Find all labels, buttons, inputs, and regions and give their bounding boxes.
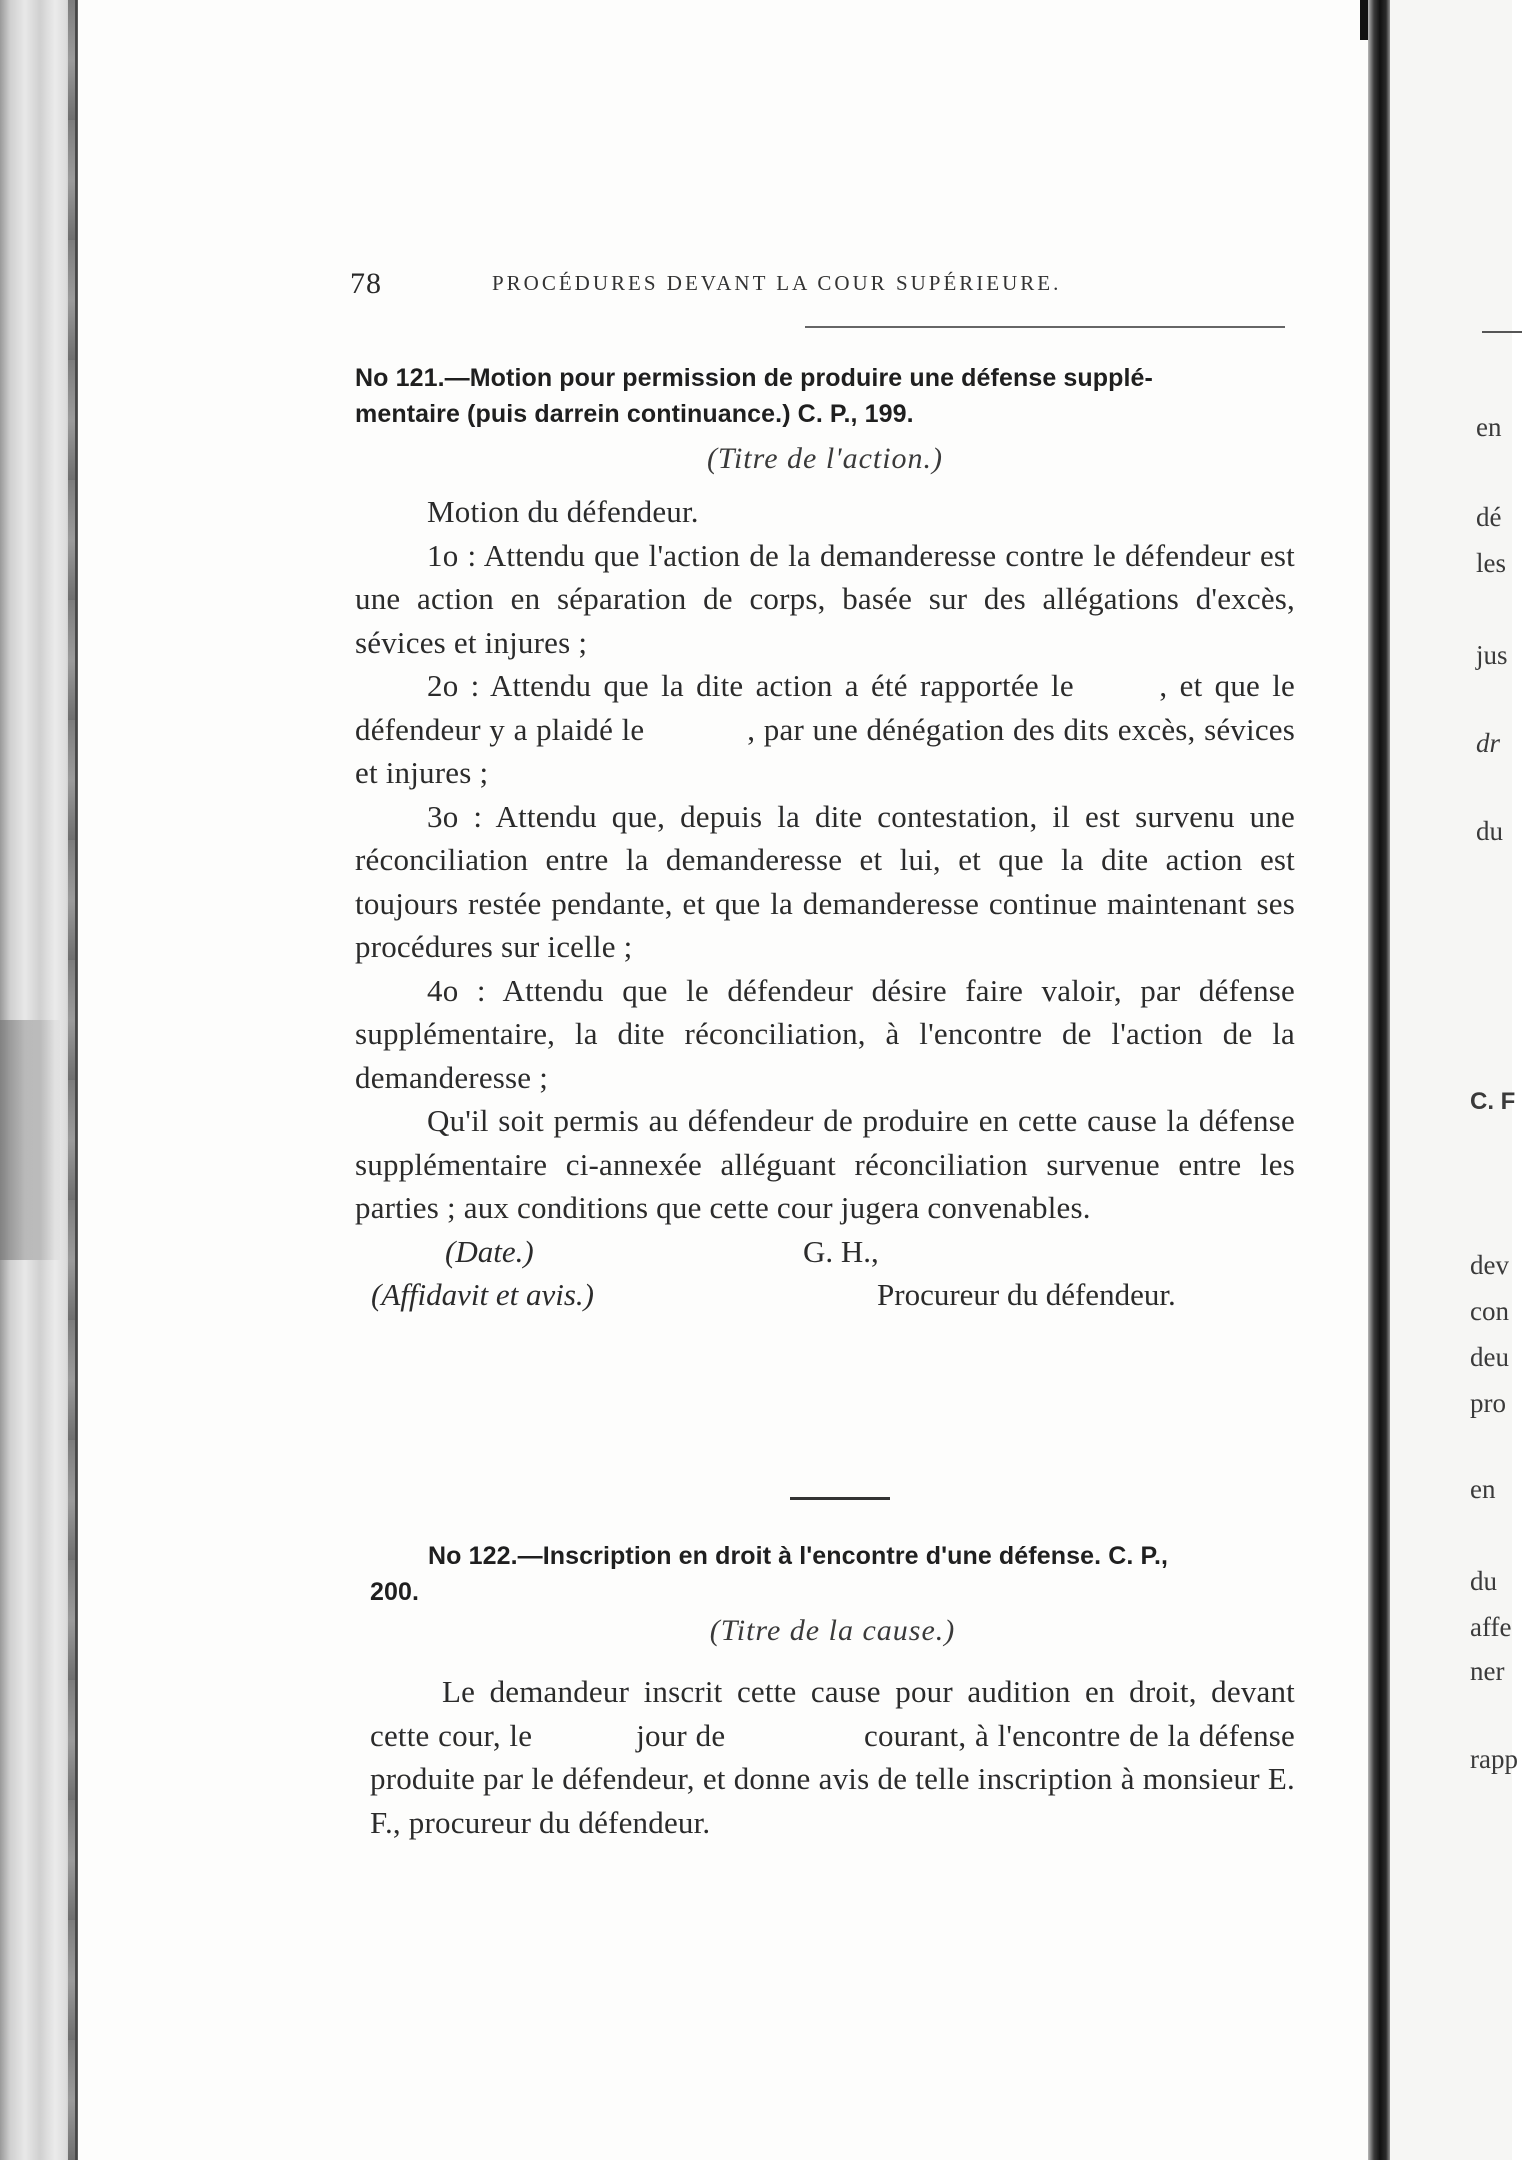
facing-header-rule (1482, 331, 1522, 333)
paragraph-1o: 1o : Attendu que l'action de la demanderesse contre le défendeur est une action en séparation de corps, basée sur des allégations d'excès, sévices et injures ; (355, 537, 1295, 660)
facing-fragment: les (1476, 548, 1506, 578)
signature-row-2 (355, 1273, 1295, 1317)
facing-fragment: dev (1470, 1250, 1509, 1280)
facing-fragment: ner (1470, 1656, 1505, 1686)
paragraph-4o: 4o : Attendu que le défendeur désire faire valoir, par défense supplémentaire, la dite réconciliation, à l'encontre de l'action de la demanderesse ; (355, 972, 1295, 1095)
signature-initials: G. H., (803, 1233, 879, 1269)
facing-fragment: pro (1470, 1388, 1506, 1418)
book-edge-shadow (0, 1020, 60, 1260)
affidavit-label: (Affidavit et avis.) (371, 1277, 594, 1312)
facing-fragment: du (1476, 816, 1503, 846)
entry-121 (355, 360, 1303, 1317)
entry-121-title-line2: mentaire (puis darrein continuance.) C. P., 199. (355, 400, 914, 428)
signer-role: Procureur du défendeur. (877, 1277, 1176, 1312)
facing-fragment: rapp (1470, 1744, 1518, 1774)
entry-121-body (355, 490, 1303, 1230)
paragraph-2o: 2o : Attendu que la dite action a été rapportée le , et que le défendeur y a plaidé le , par une dénégation des dits excès, sévices et injures ; (355, 668, 1303, 790)
entry-122-title-line2: 200. (370, 1578, 420, 1606)
entry-121-title-of-action: (Titre de l'action.) (706, 442, 944, 475)
facing-fragment: en (1470, 1474, 1496, 1504)
facing-fragment: dr (1476, 728, 1501, 758)
motion-intro: Motion du défendeur. (427, 494, 699, 529)
facing-fragment: dé (1476, 502, 1502, 532)
paragraph-3o: 3o : Attendu que, depuis la dite contestation, il est survenu une réconciliation entre la demanderesse et lui, et que la dite action est toujours restée pendante, et que la demanderesse continue maintenant ses procédures sur icelle ; (355, 798, 1295, 964)
date-label: (Date.) (445, 1233, 534, 1269)
entry-122-body (370, 1670, 1303, 1844)
facing-fragment: C. F (1470, 1088, 1516, 1115)
running-head: PROCÉDURES DEVANT LA COUR SUPÉRIEURE. (492, 271, 1062, 295)
entry-122-title-of-cause: (Titre de la cause.) (709, 1614, 956, 1647)
entry-122-title-line1: No 122.—Inscription en droit à l'encontre d'une défense. C. P., (428, 1542, 1169, 1570)
facing-fragment: en (1476, 412, 1502, 442)
signature-row-1 (355, 1230, 1295, 1274)
facing-fragment: affe (1470, 1612, 1512, 1642)
facing-fragment: deu (1470, 1342, 1509, 1372)
facing-fragment: jus (1476, 640, 1508, 670)
book-spine-gutter (1368, 0, 1390, 2160)
entry-122 (370, 1538, 1303, 1844)
section-separator (790, 1497, 890, 1500)
inscription-paragraph: Le demandeur inscrit cette cause pour audition en droit, devant cette cour, le jour de courant, à l'encontre de la défense produite par le défendeur, et donne avis de telle inscription à monsieur E. F., procureur du défendeur. (370, 1674, 1303, 1840)
entry-121-title (355, 360, 1295, 432)
facing-fragment: con (1470, 1296, 1509, 1326)
book-edge-strip (68, 0, 75, 2160)
entry-122-title (370, 1538, 1295, 1610)
facing-fragment: du (1470, 1566, 1497, 1596)
page-header (350, 262, 1250, 302)
entry-121-title-line1: No 121.—Motion pour permission de produire une défense supplé- (355, 364, 1153, 392)
header-rule (805, 326, 1285, 328)
page-number: 78 (350, 267, 382, 300)
paragraph-conclusion: Qu'il soit permis au défendeur de produire en cette cause la défense supplémentaire ci-annexée alléguant réconciliation survenue entre les parties ; aux conditions que cette cour jugera convenables. (355, 1103, 1295, 1225)
facing-page (1390, 0, 1518, 2160)
